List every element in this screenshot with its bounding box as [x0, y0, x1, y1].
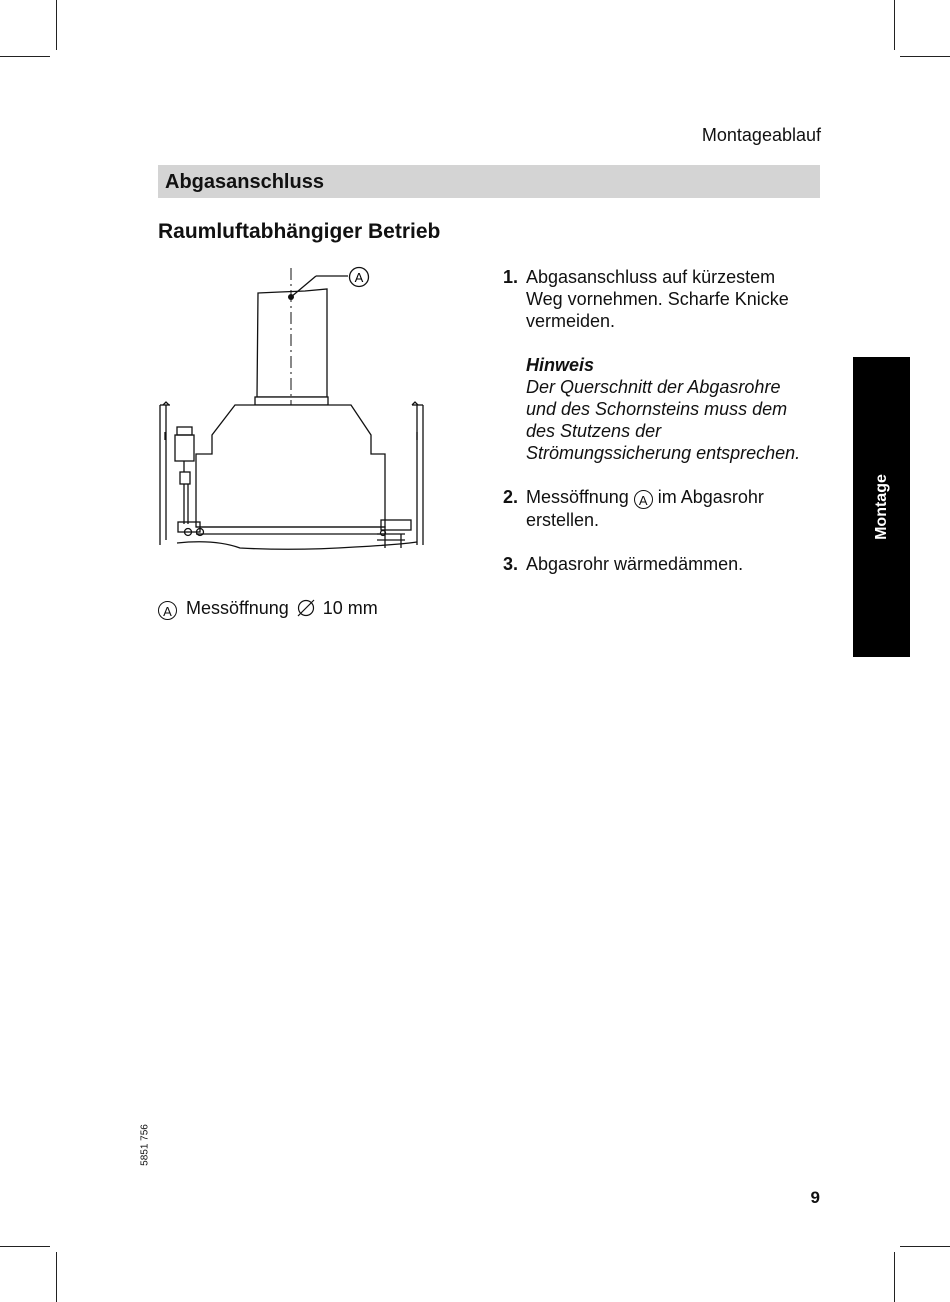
chapter-tab [853, 357, 910, 657]
step-text: Abgasrohr wärmedämmen. [526, 554, 744, 574]
step-number: 1. [503, 267, 519, 287]
step-text-after: im Abgasrohr erstellen. [526, 487, 764, 530]
crop-mark [894, 1252, 895, 1302]
svg-text:A: A [354, 270, 364, 285]
step-text: Abgasanschluss auf kürzestem Weg vornehmen. Scharfe Knicke vermeiden. [526, 267, 789, 331]
step-1 [503, 266, 813, 332]
crop-mark [56, 0, 57, 50]
crop-mark [894, 0, 895, 50]
note-text: Der Querschnitt der Abgasrohre und des Schornsteins muss dem des Stutzens der Strömungssicherung entsprechen. [526, 377, 801, 463]
step-number: 3. [503, 554, 519, 574]
note-title: Hinweis [526, 355, 595, 375]
step-text-before: Messöffnung [526, 487, 629, 507]
instruction-list [503, 266, 813, 575]
step-3 [503, 553, 813, 575]
crop-mark [0, 56, 50, 57]
callout-marker-a [350, 268, 369, 287]
note-block [503, 354, 813, 464]
running-header: Montageablauf [701, 125, 821, 145]
legend-marker: A [158, 601, 177, 620]
section-title: Abgasanschluss [158, 165, 820, 198]
step-marker: A [634, 490, 653, 509]
legend-text: Messöffnung [186, 598, 289, 618]
document-number: 5851 756 [139, 1124, 151, 1166]
crop-mark [900, 1246, 950, 1247]
chapter-tab-label: Montage [872, 474, 890, 540]
page-number: 9 [810, 1188, 820, 1207]
legend-value: 10 mm [322, 598, 378, 618]
step-2 [503, 486, 813, 531]
figure-legend [158, 597, 378, 620]
crop-mark [56, 1252, 57, 1302]
diameter-icon [296, 599, 316, 617]
step-number: 2. [503, 487, 519, 507]
boiler-diagram [155, 262, 430, 554]
crop-mark [0, 1246, 50, 1247]
subheading: Raumluftabhängiger Betrieb [158, 220, 441, 243]
crop-mark [900, 56, 950, 57]
